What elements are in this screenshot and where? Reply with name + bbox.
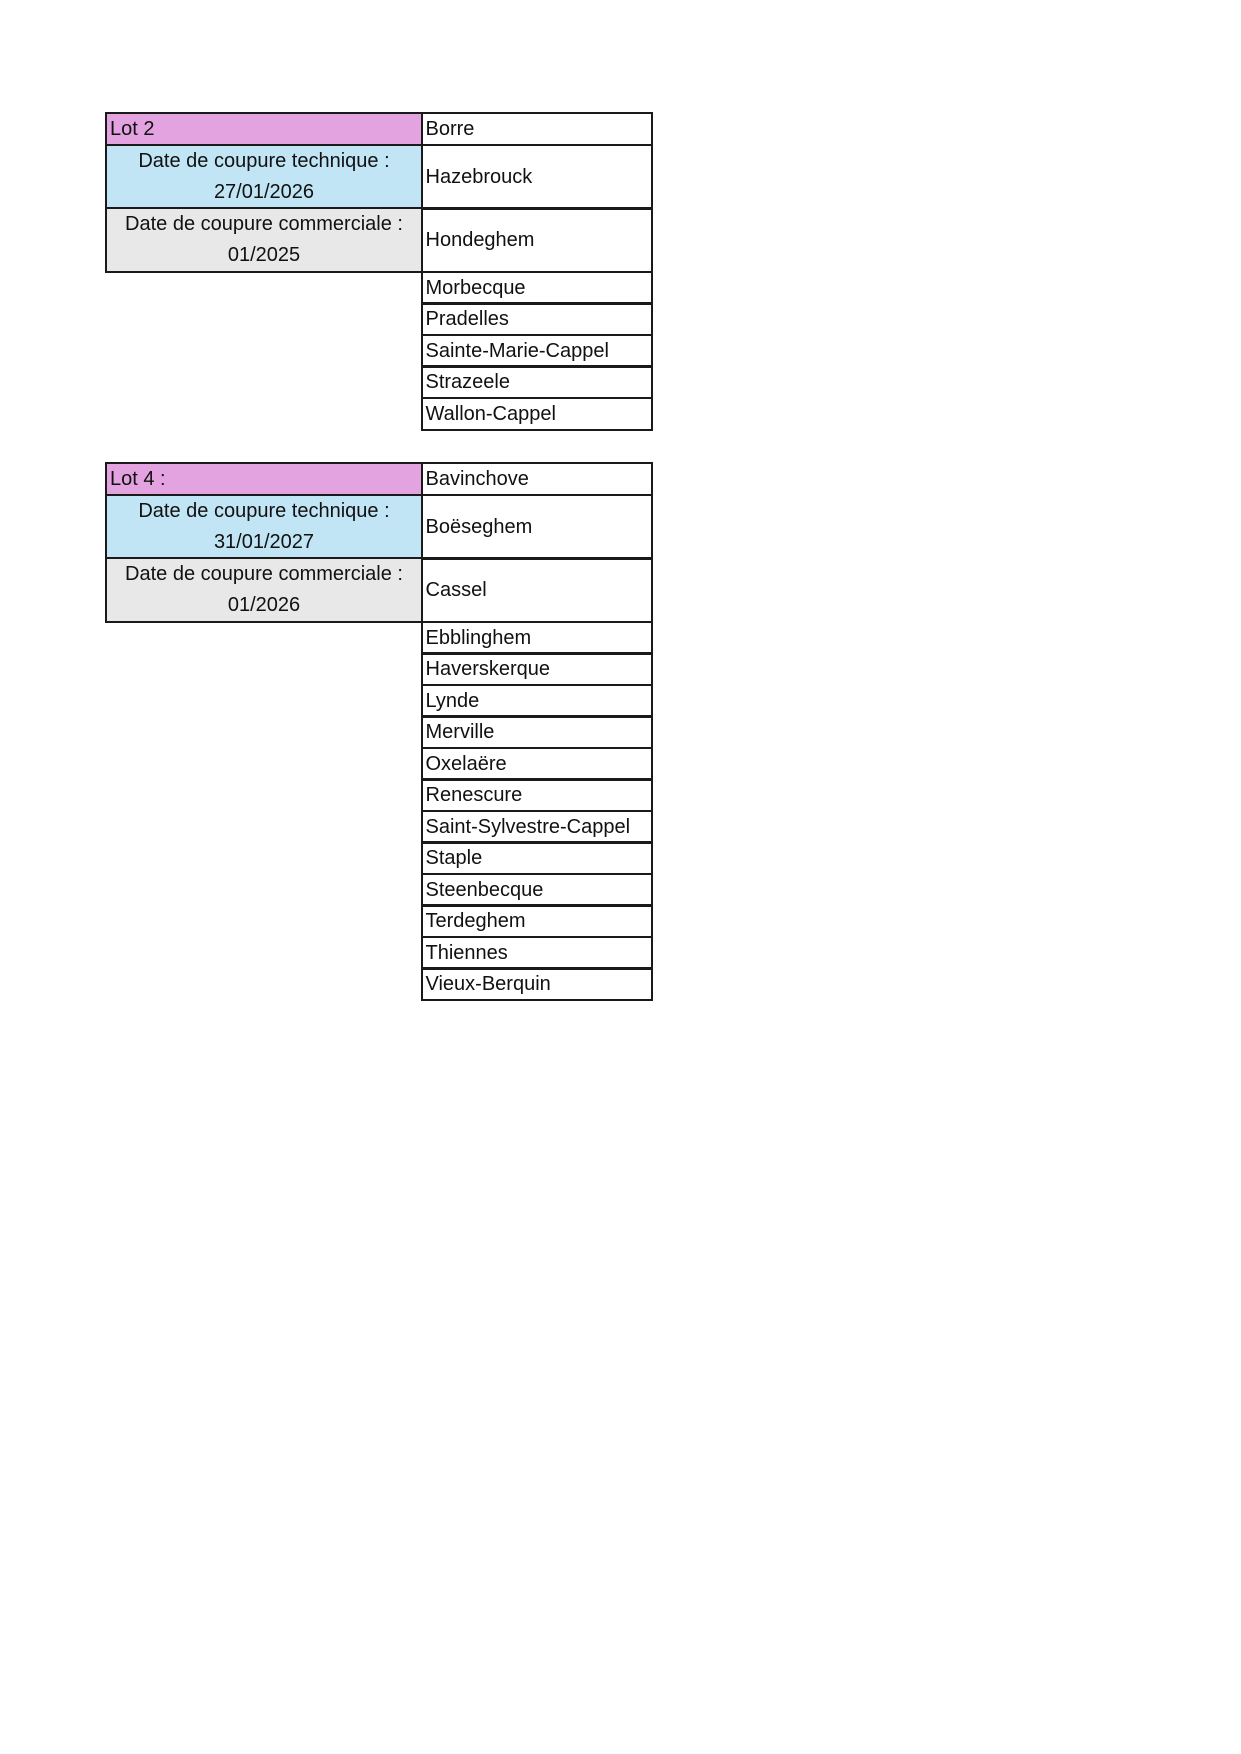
commune-cell: Merville xyxy=(421,715,654,749)
commercial-cut-date: 01/2025 xyxy=(227,244,301,266)
commune-cell: Oxelaëre xyxy=(421,747,654,781)
technical-cut-label: Date de coupure technique : xyxy=(138,149,390,172)
technical-cut-date: 31/01/2027 xyxy=(213,530,315,553)
technical-cut-date: 27/01/2026 xyxy=(213,180,315,203)
commune-cell: Hazebrouck xyxy=(421,144,654,210)
communes-column xyxy=(423,462,653,1001)
commune-cell: Lynde xyxy=(421,684,654,718)
technical-cut-cell xyxy=(105,144,423,210)
commune-cell: Terdeghem xyxy=(421,904,654,938)
commune-cell: Hondeghem xyxy=(421,207,654,273)
communes-column xyxy=(423,112,653,431)
commune-cell: Steenbecque xyxy=(421,873,654,907)
lot-label: Lot 2 xyxy=(105,112,423,146)
technical-cut-cell xyxy=(105,494,423,560)
commercial-cut-cell xyxy=(105,557,423,623)
commune-cell: Morbecque xyxy=(421,271,654,305)
commercial-cut-label: Date de coupure commerciale : xyxy=(125,213,403,235)
commune-cell: Saint-Sylvestre-Cappel xyxy=(421,810,654,844)
commune-cell: Renescure xyxy=(421,778,654,812)
commune-cell: Borre xyxy=(421,112,654,146)
commercial-cut-date: 01/2026 xyxy=(227,594,301,616)
commercial-cut-cell xyxy=(105,207,423,273)
commune-cell: Thiennes xyxy=(421,936,654,970)
commune-cell: Vieux-Berquin xyxy=(421,967,654,1001)
commune-cell: Ebblinghem xyxy=(421,621,654,655)
commune-cell: Pradelles xyxy=(421,302,654,336)
commune-cell: Sainte-Marie-Cappel xyxy=(421,334,654,368)
commune-cell: Haverskerque xyxy=(421,652,654,686)
lot-info-column xyxy=(105,462,423,623)
commune-cell: Cassel xyxy=(421,557,654,623)
commune-cell: Boëseghem xyxy=(421,494,654,560)
commune-cell: Strazeele xyxy=(421,365,654,399)
commercial-cut-label: Date de coupure commerciale : xyxy=(125,563,403,585)
lot-info-column xyxy=(105,112,423,273)
technical-cut-label: Date de coupure technique : xyxy=(138,499,390,522)
commune-cell: Bavinchove xyxy=(421,462,654,496)
commune-cell: Staple xyxy=(421,841,654,875)
commune-cell: Wallon-Cappel xyxy=(421,397,654,431)
lot-label: Lot 4 : xyxy=(105,462,423,496)
